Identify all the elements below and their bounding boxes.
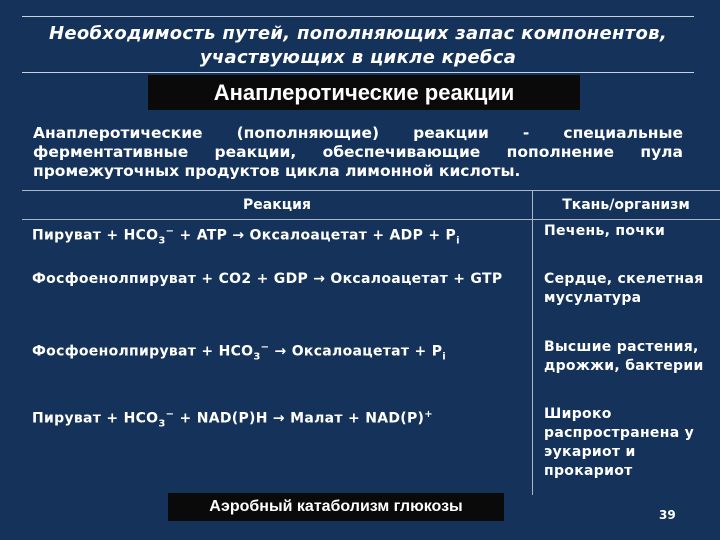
top-rule xyxy=(22,16,694,17)
superscript: − xyxy=(165,409,175,420)
footer-banner: Аэробный катаболизм глюкозы xyxy=(168,493,504,521)
subscript: 3 xyxy=(158,235,166,247)
subscript: 3 xyxy=(158,418,166,430)
reaction-text: + ATP → Оксалоацетат + ADP + P xyxy=(174,227,457,244)
reaction-text: + NAD(P)H → Малат + NAD(P) xyxy=(174,410,425,427)
superscript: − xyxy=(165,226,175,237)
subscript: 3 xyxy=(253,351,261,363)
reaction-text: Пируват + HCO xyxy=(32,227,159,244)
column-header-reaction: Реакция xyxy=(22,190,532,220)
intro-paragraph: Анаплеротические (пополняющие) реакции - специальные ферментативные реакции, обеспечивающие пополнение пула промежуточных продуктов цикла лимонной кислоты. xyxy=(33,124,683,180)
superscript: − xyxy=(260,342,270,353)
reaction-cell xyxy=(32,405,524,433)
section-heading: Анаплеротические реакции xyxy=(148,75,580,110)
slide-title xyxy=(22,22,694,70)
reaction-cell: Фосфоенолпируват + CO2 + GDP → Оксалоацетат + GTP xyxy=(32,271,503,287)
column-header-tissue: Ткань/организм xyxy=(532,190,720,220)
title-line-2: участвующих в цикле кребса xyxy=(199,47,517,68)
page-number: 39 xyxy=(659,508,676,522)
reaction-text: Фосфоенолпируват + HCO xyxy=(32,343,254,360)
tissue-cell: Печень, почки xyxy=(544,223,666,239)
tissue-cell: Широко распространена у эукариот и прокариот xyxy=(544,406,695,479)
reaction-text: Пируват + HCO xyxy=(32,410,159,427)
tissue-cell: Сердце, скелетная мусулатура xyxy=(544,271,704,306)
reaction-cell xyxy=(32,338,524,366)
reaction-cell xyxy=(32,222,524,250)
column-divider xyxy=(532,190,533,495)
subscript: i xyxy=(442,351,446,363)
tissue-cell: Высшие растения, дрожжи, бактерии xyxy=(544,339,704,374)
title-underline xyxy=(22,72,694,73)
superscript: + xyxy=(424,409,433,420)
title-line-1: Необходимость путей, пополняющих запас компонентов, xyxy=(49,23,667,44)
subscript: i xyxy=(456,235,460,247)
reaction-text: → Оксалоацетат + P xyxy=(269,343,443,360)
